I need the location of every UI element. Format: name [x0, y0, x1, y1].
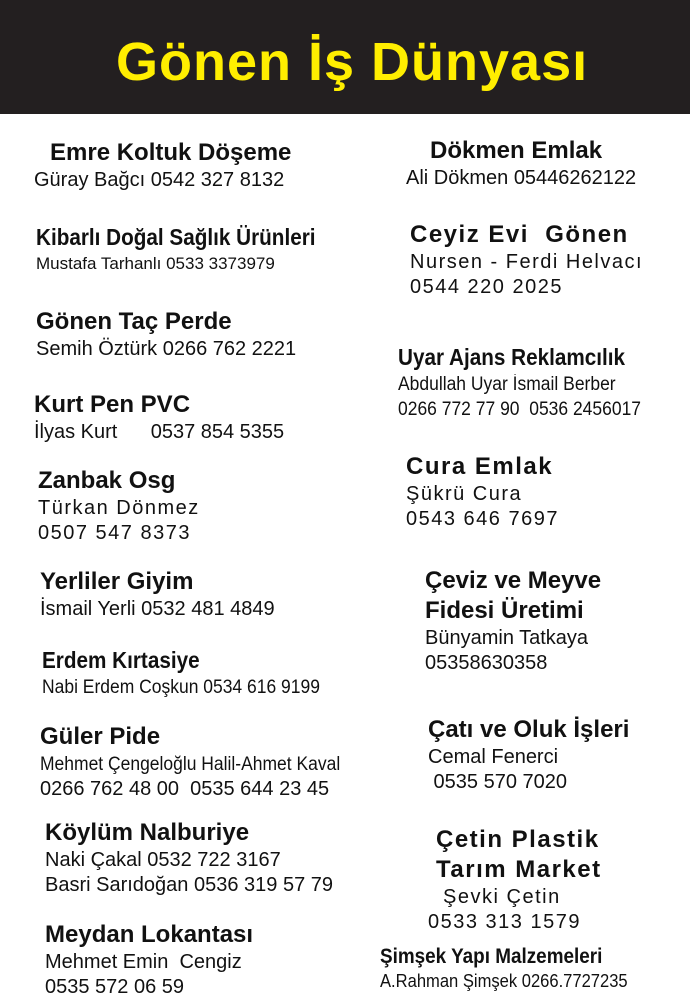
contact-line: Mehmet Emin Cengiz: [45, 951, 242, 973]
business-name: Güler Pide: [40, 723, 161, 750]
contact-line: Şevki Çetin: [436, 886, 561, 908]
business-entry: [36, 222, 347, 275]
contact-line: Ali Dökmen 05446262122: [406, 167, 637, 189]
business-entry: [38, 466, 200, 546]
business-name: Çeviz ve Meyve: [425, 567, 602, 594]
contact-line: 0533 313 1579: [428, 911, 581, 933]
business-entry: [34, 138, 292, 193]
contact-line: 05358630358: [425, 652, 548, 674]
business-name: Kurt Pen PVC: [34, 391, 191, 418]
contact-line: A.Rahman Şimşek 0266.7727235: [380, 971, 628, 991]
business-entry: [406, 452, 559, 532]
business-entry: [45, 818, 333, 898]
business-name: Yerliler Giyim: [40, 568, 194, 595]
business-name: Meydan Lokantası: [45, 921, 254, 948]
business-name: Gönen Taç Perde: [36, 308, 232, 335]
contact-line: Nabi Erdem Coşkun 0534 616 9199: [42, 677, 320, 698]
business-entry: [406, 136, 637, 191]
business-name: Kibarlı Doğal Sağlık Ürünleri: [36, 224, 316, 250]
business-name: Cura Emlak: [406, 453, 554, 480]
business-entry: [398, 342, 662, 422]
contact-line: Nursen - Ferdi Helvacı: [410, 251, 644, 273]
business-entry: [428, 825, 602, 935]
business-name: Köylüm Nalburiye: [45, 819, 250, 846]
contact-line: Şükrü Cura: [406, 483, 523, 505]
contact-line: Bünyamin Tatkaya: [425, 627, 589, 649]
contact-line: Naki Çakal 0532 722 3167: [45, 849, 281, 871]
business-name: Dökmen Emlak: [430, 137, 603, 164]
business-name: Çatı ve Oluk İşleri: [428, 716, 630, 743]
business-entry: [34, 390, 284, 445]
contact-line: 0507 547 8373: [38, 522, 191, 544]
contact-line: İlyas Kurt 0537 854 5355: [34, 421, 285, 443]
header-banner: [0, 0, 690, 114]
contact-line: 0266 772 77 90 0536 2456017: [398, 399, 642, 420]
business-name: Fidesi Üretimi: [425, 597, 584, 624]
contact-line: 0266 762 48 00 0535 644 23 45: [40, 778, 330, 800]
contact-line: Abdullah Uyar İsmail Berber: [398, 374, 616, 395]
business-name: Zanbak Osg: [38, 467, 176, 494]
contact-line: İsmail Yerli 0532 481 4849: [40, 598, 275, 620]
contact-line: Basri Sarıdoğan 0536 319 57 79: [45, 874, 333, 896]
business-entry: [42, 645, 344, 700]
business-name: Uyar Ajans Reklamcılık: [398, 344, 626, 370]
contact-line: Semih Öztürk 0266 762 2221: [36, 338, 297, 360]
business-entry: [428, 715, 629, 795]
contact-line: Türkan Dönmez: [38, 497, 200, 519]
page-title: Gönen İş Dünyası: [116, 32, 589, 92]
business-name: Tarım Market: [436, 856, 602, 883]
business-name: Çetin Plastik: [436, 826, 600, 853]
business-entry: [380, 944, 649, 992]
business-name: Şimşek Yapı Malzemeleri: [380, 945, 603, 968]
business-entry: [425, 566, 601, 676]
business-entry: [40, 722, 366, 802]
business-name: Ceyiz Evi Gönen: [410, 221, 629, 248]
contact-line: 0535 572 06 59: [45, 976, 185, 998]
business-name: Erdem Kırtasiye: [42, 647, 200, 673]
contact-line: 0543 646 7697: [406, 508, 559, 530]
contact-line: Mehmet Çengeloğlu Halil-Ahmet Kaval: [40, 754, 341, 775]
business-entry: [410, 220, 643, 300]
contact-line: 0544 220 2025: [410, 276, 563, 298]
contact-line: 0535 570 7020: [428, 771, 568, 793]
business-name: Emre Koltuk Döşeme: [50, 139, 292, 166]
business-entry: [45, 920, 253, 1000]
business-entry: [40, 567, 275, 622]
contact-line: Mustafa Tarhanlı 0533 3373979: [36, 254, 275, 273]
contact-line: Cemal Fenerci: [428, 746, 559, 768]
contact-line: Güray Bağcı 0542 327 8132: [34, 169, 285, 191]
business-entry: [36, 307, 296, 362]
